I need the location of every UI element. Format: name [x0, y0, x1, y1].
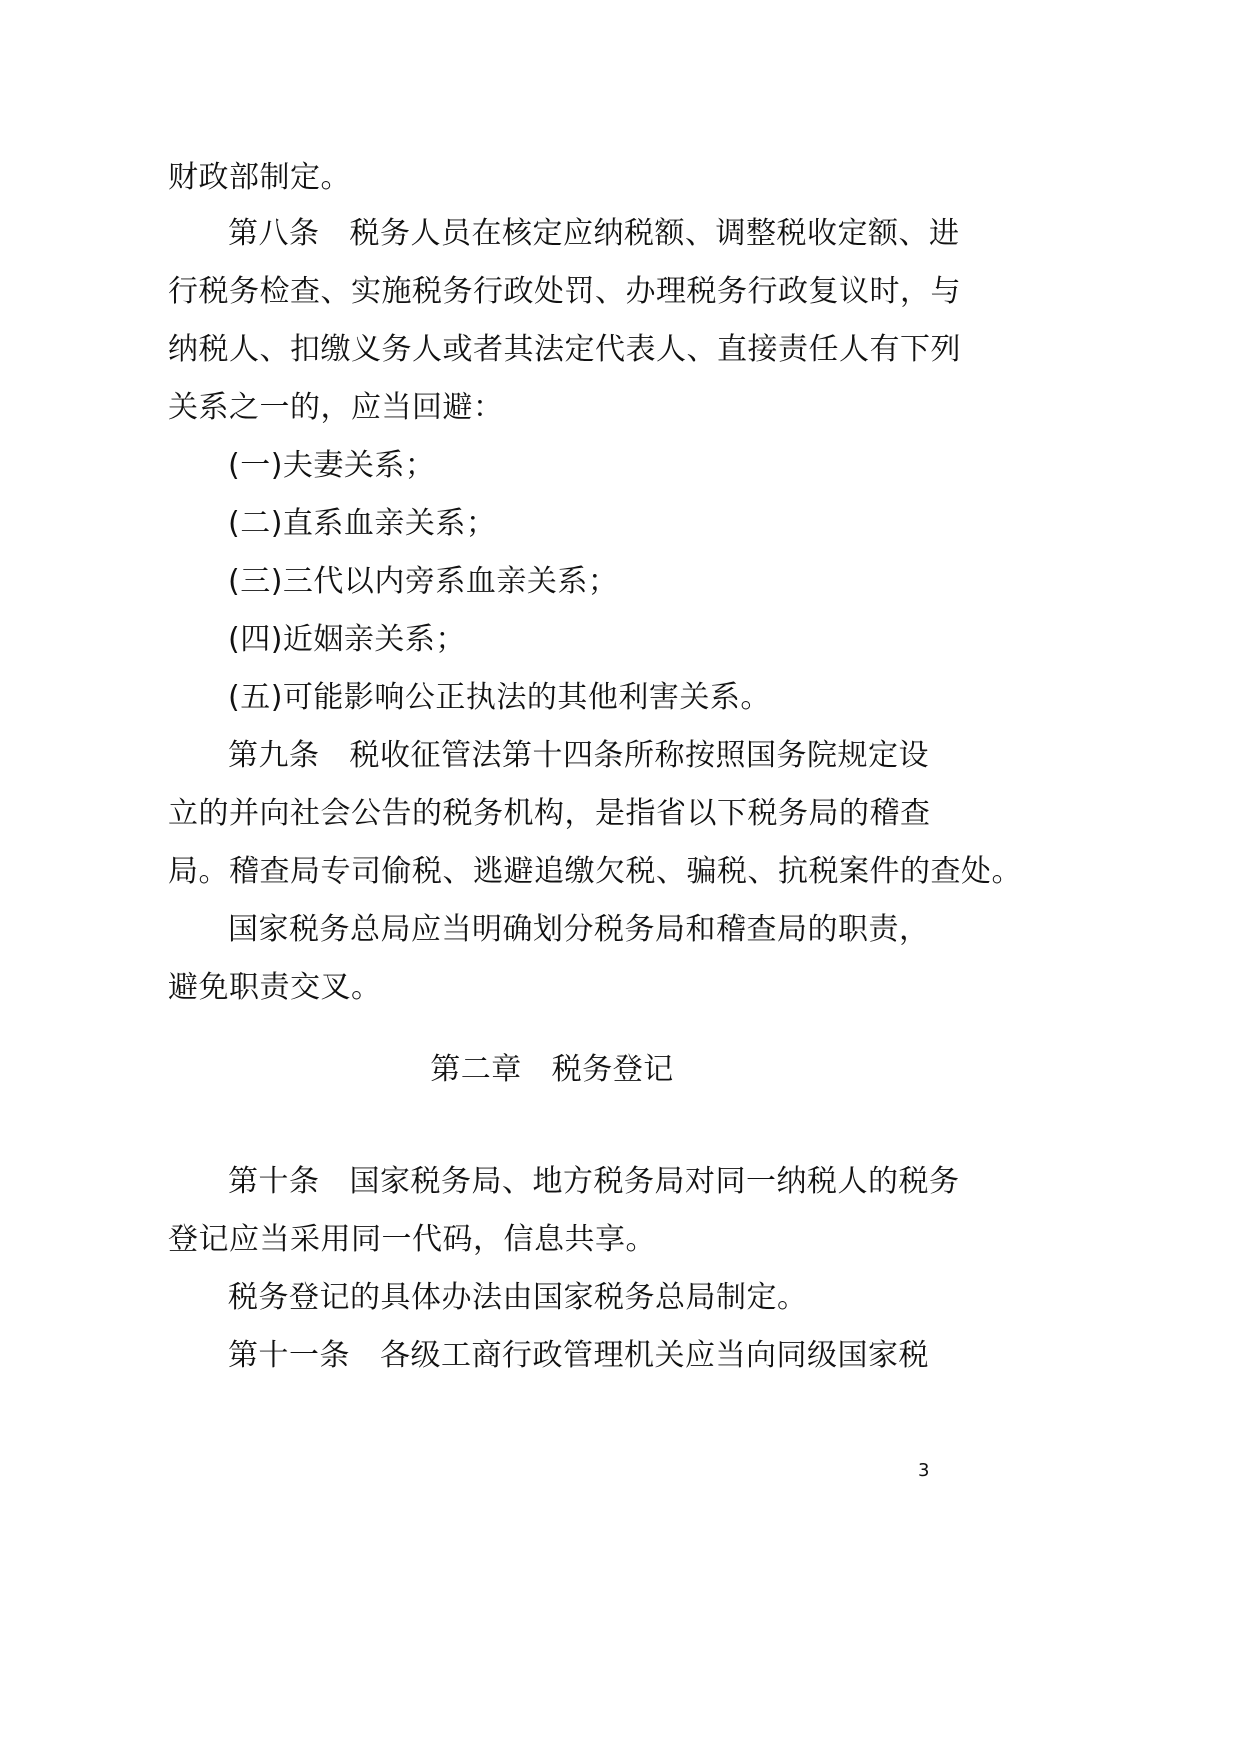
paragraph-line [168, 158, 948, 198]
text-run: 行税务检查、实施税务行政处罚、办理税务行政复议时，与 [168, 274, 961, 309]
article-body: 各级工商行政管理机关应当向同级国家税 [380, 1338, 929, 1373]
page-number: 3 [918, 1460, 930, 1481]
chapter-number: 第二章 [430, 1052, 522, 1087]
article-heading: 第十一条 [228, 1338, 350, 1373]
list-item [228, 562, 1008, 602]
paragraph-line [168, 330, 961, 370]
article-11-first-line [228, 1336, 1008, 1376]
list-item-text: (一)夫妻关系； [228, 448, 436, 483]
text-run: 关系之一的，应当回避： [168, 390, 504, 425]
text-run: 税务登记的具体办法由国家税务总局制定。 [228, 1280, 808, 1315]
list-item [228, 620, 1008, 660]
article-8-first-line [228, 214, 1008, 254]
text-run: 立的并向社会公告的税务机构，是指省以下税务局的稽查 [168, 796, 931, 831]
article-body: 税收征管法第十四条所称按照国务院规定设 [349, 738, 929, 773]
article-body: 国家税务局、地方税务局对同一纳税人的税务 [349, 1164, 960, 1199]
list-item-text: (二)直系血亲关系； [228, 506, 497, 541]
paragraph-line [228, 1278, 1008, 1318]
list-item [228, 678, 1008, 718]
text-run: 国家税务总局应当明确划分税务局和稽查局的职责， [228, 912, 930, 947]
list-item-text: (四)近姻亲关系； [228, 622, 466, 657]
list-item [228, 504, 1008, 544]
article-body: 税务人员在核定应纳税额、调整税收定额、进 [349, 216, 960, 251]
text-run: 避免职责交叉。 [168, 970, 382, 1005]
paragraph-line [168, 272, 961, 312]
paragraph-line [228, 910, 1008, 950]
paragraph-line [168, 852, 1022, 892]
paragraph-line [168, 388, 948, 428]
text-run: 局。稽查局专司偷税、逃避追缴欠税、骗税、抗税案件的查处。 [168, 854, 1022, 889]
paragraph-line [168, 794, 948, 834]
text-run: 登记应当采用同一代码，信息共享。 [168, 1222, 656, 1257]
chapter-name: 税务登记 [551, 1052, 674, 1087]
text-run: 财政部制定。 [168, 160, 351, 195]
article-9-first-line [228, 736, 1008, 776]
paragraph-line [168, 968, 948, 1008]
article-heading: 第八条 [228, 216, 320, 251]
text-run: 纳税人、扣缴义务人或者其法定代表人、直接责任人有下列 [168, 332, 961, 367]
chapter-title [0, 1050, 1104, 1090]
article-heading: 第九条 [228, 738, 320, 773]
list-item [228, 446, 1008, 486]
list-item-text: (五)可能影响公正执法的其他利害关系。 [228, 680, 771, 715]
paragraph-line [168, 1220, 948, 1260]
list-item-text: (三)三代以内旁系血亲关系； [228, 564, 619, 599]
article-10-first-line [228, 1162, 1008, 1202]
article-heading: 第十条 [228, 1164, 320, 1199]
